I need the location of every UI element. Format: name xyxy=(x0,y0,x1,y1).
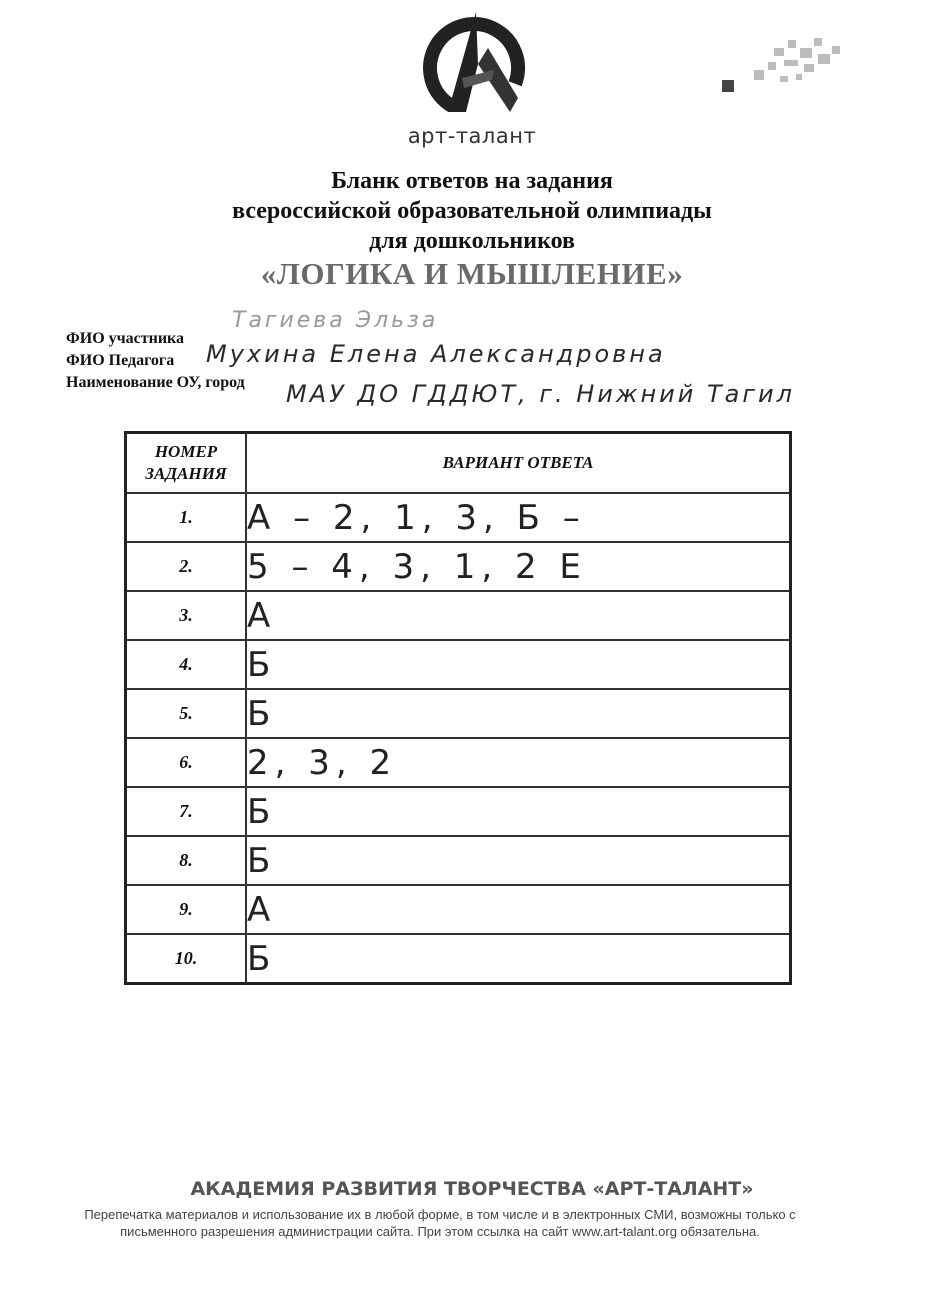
table-row xyxy=(126,738,791,787)
teacher-value: Мухина Елена Александровна xyxy=(206,340,666,368)
participant-label: ФИО участника xyxy=(66,330,185,347)
answer-cell: А xyxy=(246,885,791,934)
task-number: 5. xyxy=(126,689,247,738)
task-number: 2. xyxy=(126,542,247,591)
scan-artifact-icon xyxy=(714,18,844,108)
title-line: для дошкольников xyxy=(369,228,575,254)
teacher-label: ФИО Педагога xyxy=(66,352,175,369)
header-task-number xyxy=(126,433,247,494)
table-row xyxy=(126,885,791,934)
table-row xyxy=(126,493,791,542)
page-title xyxy=(0,166,944,256)
answer-cell: Б xyxy=(246,640,791,689)
footer-line: Перепечатка материалов и использование их в любой форме, в том числе и в электронных СМИ, возможны только с xyxy=(84,1207,796,1222)
header-num-line: ЗАДАНИЯ xyxy=(145,464,227,483)
task-number: 4. xyxy=(126,640,247,689)
task-number: 8. xyxy=(126,836,247,885)
table-header-row xyxy=(126,433,791,494)
task-number: 3. xyxy=(126,591,247,640)
org-label: Наименование ОУ, город xyxy=(66,374,245,391)
org-value: МАУ ДО ГДДЮТ, г. Нижний Тагил xyxy=(286,380,795,408)
participant-value: Тагиева Эльза xyxy=(232,308,439,333)
answer-cell: 2, 3, 2 xyxy=(246,738,791,787)
title-line: Бланк ответов на задания xyxy=(331,168,613,194)
table-row xyxy=(126,542,791,591)
task-number: 1. xyxy=(126,493,247,542)
table-row xyxy=(126,836,791,885)
art-talant-logo-icon xyxy=(418,8,530,120)
table-row xyxy=(126,787,791,836)
task-number: 7. xyxy=(126,787,247,836)
answer-cell: Б xyxy=(246,836,791,885)
brand-name: арт-талант xyxy=(407,124,537,148)
table-row xyxy=(126,640,791,689)
olympiad-name: «ЛОГИКА И МЫШЛЕНИЕ» xyxy=(260,256,684,291)
answers-table xyxy=(124,431,792,985)
footer-line: письменного разрешения администрации сайта. При этом ссылка на сайт www.art-talant.org обязательна. xyxy=(120,1224,760,1239)
task-number: 6. xyxy=(126,738,247,787)
answer-cell: Б xyxy=(246,934,791,984)
title-line: всероссийской образовательной олимпиады xyxy=(232,198,712,224)
answer-cell: Б xyxy=(246,689,791,738)
header-num-line: НОМЕР xyxy=(154,442,218,461)
task-number: 10. xyxy=(126,934,247,984)
answer-cell: Б xyxy=(246,787,791,836)
answer-cell: 5 – 4, 3, 1, 2 Е xyxy=(246,542,791,591)
answer-cell: А – 2, 1, 3, Б – xyxy=(246,493,791,542)
table-row xyxy=(126,591,791,640)
header-answer: ВАРИАНТ ОТВЕТА xyxy=(246,433,791,494)
footer-title: АКАДЕМИЯ РАЗВИТИЯ ТВОРЧЕСТВА «АРТ-ТАЛАНТ» xyxy=(190,1178,754,1200)
task-number: 9. xyxy=(126,885,247,934)
table-row xyxy=(126,689,791,738)
answer-cell: А xyxy=(246,591,791,640)
table-row xyxy=(126,934,791,984)
footer-copyright xyxy=(60,1206,820,1240)
